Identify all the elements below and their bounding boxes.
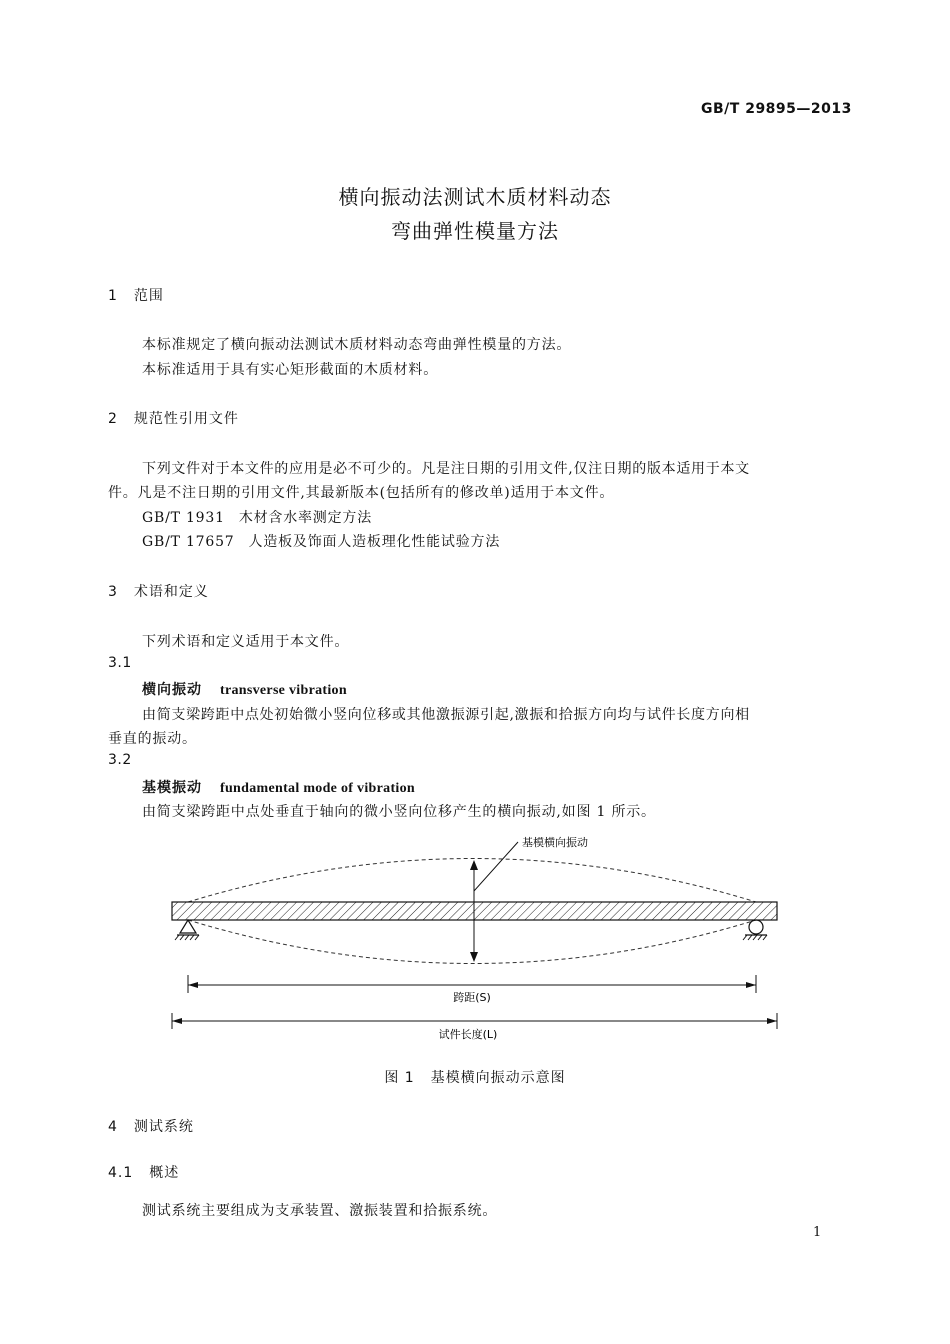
term-number: 3.2 (108, 752, 132, 768)
section-title: 术语和定义 (133, 584, 209, 600)
length-dimension (172, 1013, 777, 1029)
section-number: 1 (108, 288, 118, 304)
section-number: 4 (108, 1119, 118, 1135)
callout-label: 基模横向振动 (522, 836, 588, 849)
section-number: 3 (108, 584, 118, 600)
term-en: transverse vibration (220, 683, 347, 698)
paragraph: 本标准规定了横向振动法测试木质材料动态弯曲弹性模量的方法。 (142, 337, 572, 353)
section-title: 测试系统 (133, 1119, 194, 1135)
paragraph: 件。凡是不注日期的引用文件,其最新版本(包括所有的修改单)适用于本文件。 (108, 485, 615, 501)
term-zh: 基模振动 (142, 780, 202, 796)
roller-support (743, 920, 767, 940)
paragraph: 测试系统主要组成为支承装置、激振装置和拾振系统。 (142, 1203, 498, 1219)
subsection-title: 概述 (149, 1165, 180, 1181)
pinned-support (175, 920, 199, 940)
reference-item (142, 531, 500, 551)
page-number: 1 (813, 1225, 822, 1240)
reference-title: 人造板及饰面人造板理化性能试验方法 (248, 534, 501, 550)
paragraph: 下列术语和定义适用于本文件。 (142, 634, 350, 650)
figure-caption-text: 基模横向振动示意图 (430, 1070, 566, 1086)
paragraph: 下列文件对于本文件的应用是必不可少的。凡是注日期的引用文件,仅注日期的版本适用于本文 (142, 461, 750, 477)
subsection-number: 4.1 (108, 1165, 134, 1181)
length-label: 试件长度(L) (438, 1028, 498, 1041)
section-2-heading (108, 408, 239, 428)
section-3-heading (108, 581, 209, 601)
figure-1-diagram (0, 825, 950, 1050)
section-1-heading (108, 285, 164, 305)
term-title (142, 777, 415, 797)
span-label: 跨距(S) (453, 991, 491, 1004)
section-title: 规范性引用文件 (133, 411, 239, 427)
term-number: 3.1 (108, 655, 132, 671)
standard-number: GB/T 29895—2013 (701, 101, 852, 117)
term-title (142, 679, 347, 699)
subsection-4-1-heading (108, 1162, 179, 1182)
term-zh: 横向振动 (142, 682, 202, 698)
term-definition: 由简支梁跨距中点处垂直于轴向的微小竖向位移产生的横向振动,如图 1 所示。 (142, 804, 656, 820)
term-en: fundamental mode of vibration (220, 781, 415, 796)
term-definition: 由简支梁跨距中点处初始微小竖向位移或其他激振源引起,激振和拾振方向均与试件长度方向相 (142, 707, 750, 723)
section-title: 范围 (133, 288, 164, 304)
figure-number: 图 1 (384, 1070, 415, 1086)
term-definition: 垂直的振动。 (108, 731, 197, 747)
reference-item (142, 507, 372, 527)
section-number: 2 (108, 411, 118, 427)
section-4-heading (108, 1116, 194, 1136)
reference-code: GB/T 17657 (142, 534, 235, 550)
reference-code: GB/T 1931 (142, 510, 225, 526)
paragraph: 本标准适用于具有实心矩形截面的木质材料。 (142, 362, 438, 378)
document-title-line2: 弯曲弹性模量方法 (391, 219, 559, 243)
reference-title: 木材含水率测定方法 (238, 510, 373, 526)
figure-caption (0, 1067, 950, 1087)
callout-leader (474, 842, 518, 891)
document-title-line1: 横向振动法测试木质材料动态 (338, 185, 612, 209)
